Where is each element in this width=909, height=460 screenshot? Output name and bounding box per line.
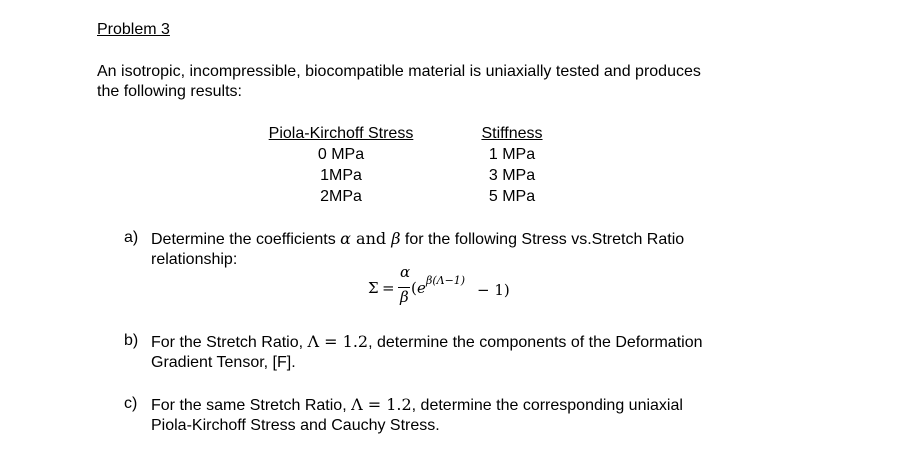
question-b-label: b) bbox=[124, 332, 139, 349]
lambda-expression: Λ = 1.2 bbox=[351, 395, 412, 414]
question-c-text-line2: Piola-Kirchoff Stress and Cauchy Stress. bbox=[151, 417, 440, 434]
question-b-text-line2: Gradient Tensor, [F]. bbox=[151, 354, 296, 371]
question-a-label: a) bbox=[124, 229, 139, 246]
stress-header: Piola-Kirchoff Stress bbox=[268, 125, 414, 142]
question-b-text-pre: For the Stretch Ratio, bbox=[151, 334, 308, 351]
equation-tail: − 1) bbox=[477, 281, 510, 299]
intro-line-2: the following results: bbox=[97, 83, 242, 100]
question-a-text-line2: relationship: bbox=[151, 251, 238, 268]
stress-column bbox=[256, 124, 426, 207]
question-b-text bbox=[151, 332, 703, 373]
equation-exponent: β(Λ−1) bbox=[426, 274, 466, 287]
beta-symbol: β bbox=[391, 229, 401, 248]
stress-value: 2MPa bbox=[320, 188, 362, 205]
problem-title: Problem 3 bbox=[97, 21, 170, 38]
equation-denominator: β bbox=[400, 288, 409, 306]
stress-value: 0 MPa bbox=[317, 146, 365, 163]
question-c-text-pre: For the same Stretch Ratio, bbox=[151, 397, 352, 414]
equation-sigma: Σ bbox=[368, 279, 379, 297]
question-c-label: c) bbox=[124, 395, 138, 412]
lambda-expression: Λ = 1.2 bbox=[307, 332, 369, 351]
question-a-text-pre: Determine the coefficients bbox=[151, 231, 341, 248]
stiffness-value: 1 MPa bbox=[488, 146, 536, 163]
alpha-symbol: α bbox=[340, 229, 351, 248]
stiffness-value: 5 MPa bbox=[488, 188, 536, 205]
question-c-text-post: , determine the corresponding uniaxial bbox=[411, 397, 683, 414]
question-c-text bbox=[151, 395, 683, 436]
question-a-text-post: for the following Stress vs.Stretch Ratio bbox=[400, 231, 685, 248]
stiffness-value: 3 MPa bbox=[488, 167, 536, 184]
equation-paren-open: ( bbox=[411, 279, 417, 297]
equation-numerator: α bbox=[400, 263, 411, 281]
stress-value: 1MPa bbox=[320, 167, 362, 184]
stiffness-header: Stiffness bbox=[481, 125, 543, 142]
stiffness-column bbox=[472, 124, 552, 207]
intro-line-1: An isotropic, incompressible, biocompatible material is uniaxially tested and produces bbox=[97, 63, 701, 80]
and-word: and bbox=[350, 229, 392, 248]
equation-equals: = bbox=[382, 279, 395, 297]
question-b-text-post: , determine the components of the Deformation bbox=[368, 334, 703, 351]
equation-e: e bbox=[417, 279, 426, 297]
stress-stretch-equation bbox=[368, 263, 568, 313]
